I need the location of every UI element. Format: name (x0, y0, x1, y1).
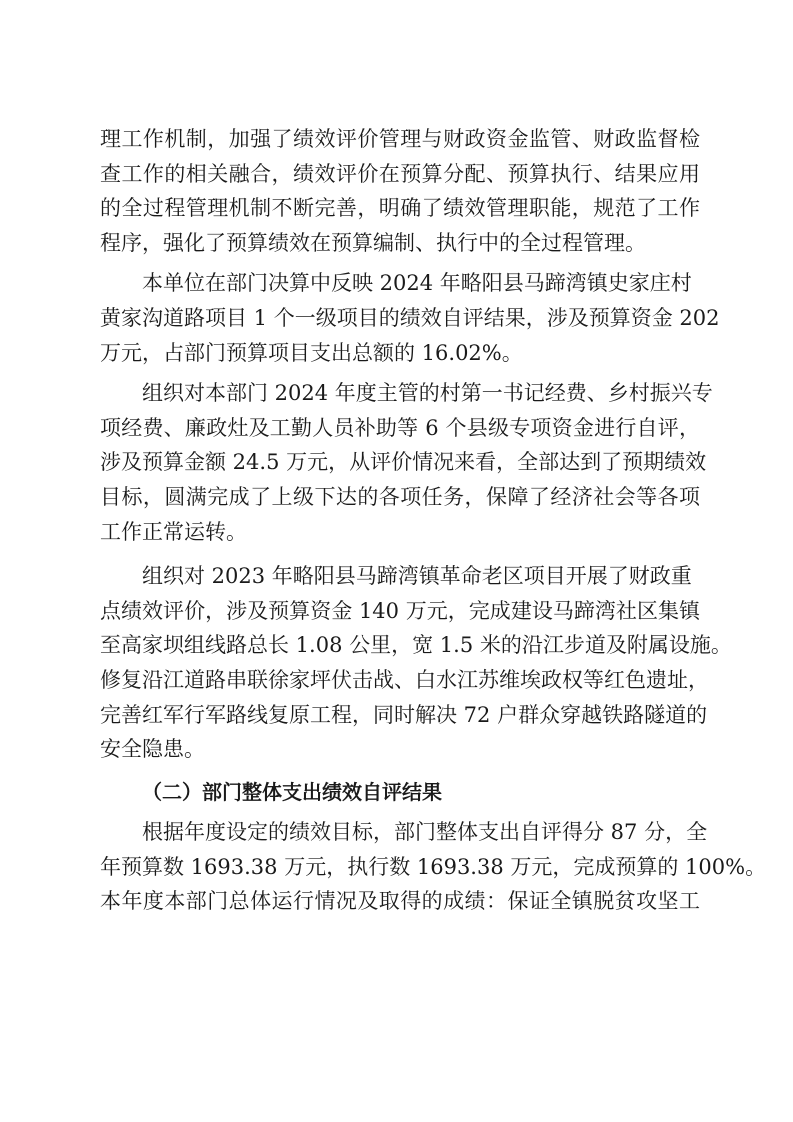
paragraph-line: 完善红军行军路线复原工程，同时解决 72 户群众穿越铁路隧道的 (100, 702, 708, 727)
paragraph-line: 本单位在部门决算中反映 2024 年略阳县马蹄湾镇史家庄村 (142, 271, 692, 296)
document-body (100, 122, 767, 919)
paragraph-line: 工作正常运转。 (100, 519, 247, 544)
paragraph-line: 理工作机制，加强了绩效评价管理与财政资金监管、财政监督检 (100, 127, 700, 151)
paragraph-line: 点绩效评价，涉及预算资金 140 万元，完成建设马蹄湾社区集镇 (100, 598, 700, 623)
paragraph-line: 项经费、廉政灶及工勤人员补助等 6 个县级专项资金进行自评， (100, 415, 700, 440)
paragraph-line: 组织对 2023 年略阳县马蹄湾镇革命老区项目开展了财政重 (142, 564, 692, 589)
paragraph-line: 查工作的相关融合，绩效评价在预算分配、预算执行、结果应用 (100, 161, 700, 186)
paragraph-line: 黄家沟道路项目 1 个一级项目的绩效自评结果，涉及预算资金 202 (100, 305, 720, 330)
paragraph-line: 年预算数 1693.38 万元，执行数 1693.38 万元，完成预算的 100%。 (100, 854, 767, 879)
paragraph-line: 程序，强化了预算绩效在预算编制、执行中的全过程管理。 (100, 230, 646, 255)
paragraph-line: 修复沿江道路串联徐家坪伏击战、白水江苏维埃政权等红色遗址， (100, 667, 709, 692)
paragraph-line: 目标，圆满完成了上级下达的各项任务，保障了经济社会等各项 (100, 484, 700, 509)
paragraph-line: 组织对本部门 2024 年度主管的村第一书记经费、乡村振兴专 (142, 381, 713, 406)
paragraph-line: 涉及预算金额 24.5 万元，从评价情况来看，全部达到了预期绩效 (100, 450, 707, 475)
paragraph-line: 万元，占部门预算项目支出总额的 16.02%。 (100, 340, 523, 365)
paragraph-line: 根据年度设定的绩效目标，部门整体支出自评得分 87 分，全 (142, 820, 708, 845)
paragraph-line: 至高家坝组线路总长 1.08 公里，宽 1.5 米的沿江步道及附属设施。 (100, 633, 732, 658)
section-heading: （二）部门整体支出绩效自评结果 (142, 779, 442, 804)
paragraph-line: 安全隐患。 (100, 737, 205, 762)
paragraph-line: 的全过程管理机制不断完善，明确了绩效管理职能，规范了工作 (100, 196, 700, 221)
paragraph-line: 本年度本部门总体运行情况及取得的成绩：保证全镇脱贫攻坚工 (100, 889, 700, 914)
